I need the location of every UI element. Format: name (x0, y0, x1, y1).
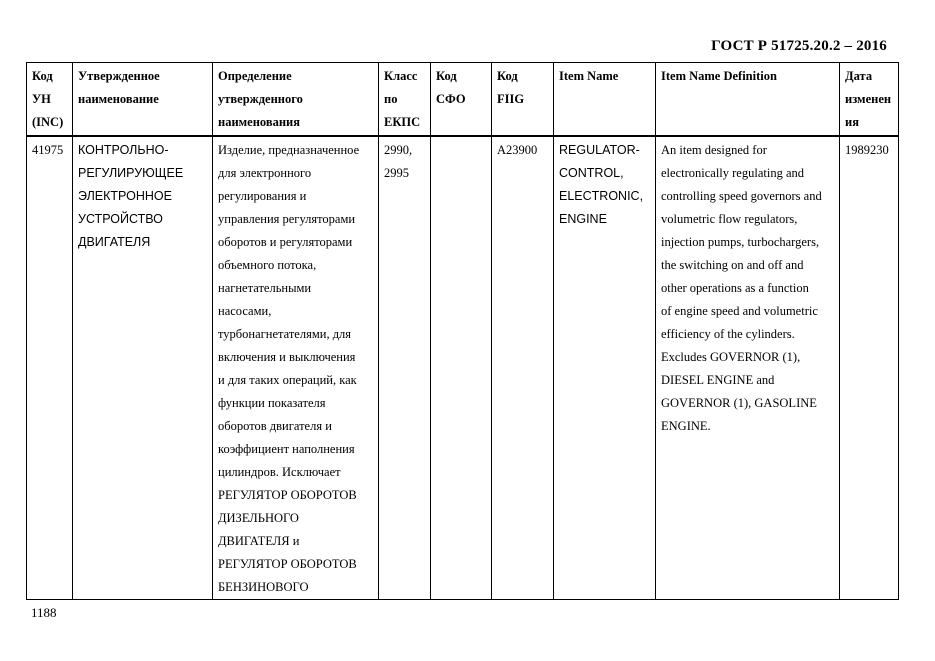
column-header-ekps-class: Класс по ЕКПС (379, 63, 431, 137)
cell-item-name: REGULATOR- CONTROL, ELECTRONIC, ENGINE (554, 136, 656, 600)
column-header-change-date: Дата изменен ия (840, 63, 899, 137)
column-header-sfo-code: Код СФО (431, 63, 492, 137)
column-header-definition: Определение утвержденного наименования (213, 63, 379, 137)
column-header-fiig-code: Код FIIG (492, 63, 554, 137)
cell-definition: Изделие, предназначенное для электронного регулирования и управления регуляторами оборотов и регуляторами объемного потока, нагнетательными насосами, турбонагнетателями, для включения и выключения и для таких операций, как функции показателя оборотов двигателя и коэффициент наполнения цилиндров. Исключает РЕГУЛЯТОР ОБОРОТОВ ДИЗЕЛЬНОГО ДВИГАТЕЛЯ и РЕГУЛЯТОР ОБОРОТОВ БЕНЗИНОВОГО (213, 136, 379, 600)
cell-inc-code: 41975 (27, 136, 73, 600)
column-header-item-name: Item Name (554, 63, 656, 137)
column-header-inc-code: Код УН (INC) (27, 63, 73, 137)
document-standard-header: ГОСТ Р 51725.20.2 – 2016 (711, 38, 887, 54)
nomenclature-table (26, 62, 899, 600)
cell-sfo-code (431, 136, 492, 600)
cell-fiig-code: A23900 (492, 136, 554, 600)
cell-approved-name: КОНТРОЛЬНО- РЕГУЛИРУЮЩЕЕ ЭЛЕКТРОННОЕ УСТРОЙСТВО ДВИГАТЕЛЯ (73, 136, 213, 600)
cell-ekps-class: 2990, 2995 (379, 136, 431, 600)
table-header-row (27, 63, 899, 137)
page-number: 1188 (31, 605, 57, 620)
table-row (27, 136, 899, 600)
column-header-approved-name: Утвержденное наименование (73, 63, 213, 137)
column-header-item-name-definition: Item Name Definition (656, 63, 840, 137)
cell-change-date: 1989230 (840, 136, 899, 600)
cell-item-name-definition: An item designed for electronically regulating and controlling speed governors and volumetric flow regulators, injection pumps, turbochargers, the switching on and off and other operations as a function of engine speed and volumetric efficiency of the cylinders. Excludes GOVERNOR (1), DIESEL ENGINE and GOVERNOR (1), GASOLINE ENGINE. (656, 136, 840, 600)
